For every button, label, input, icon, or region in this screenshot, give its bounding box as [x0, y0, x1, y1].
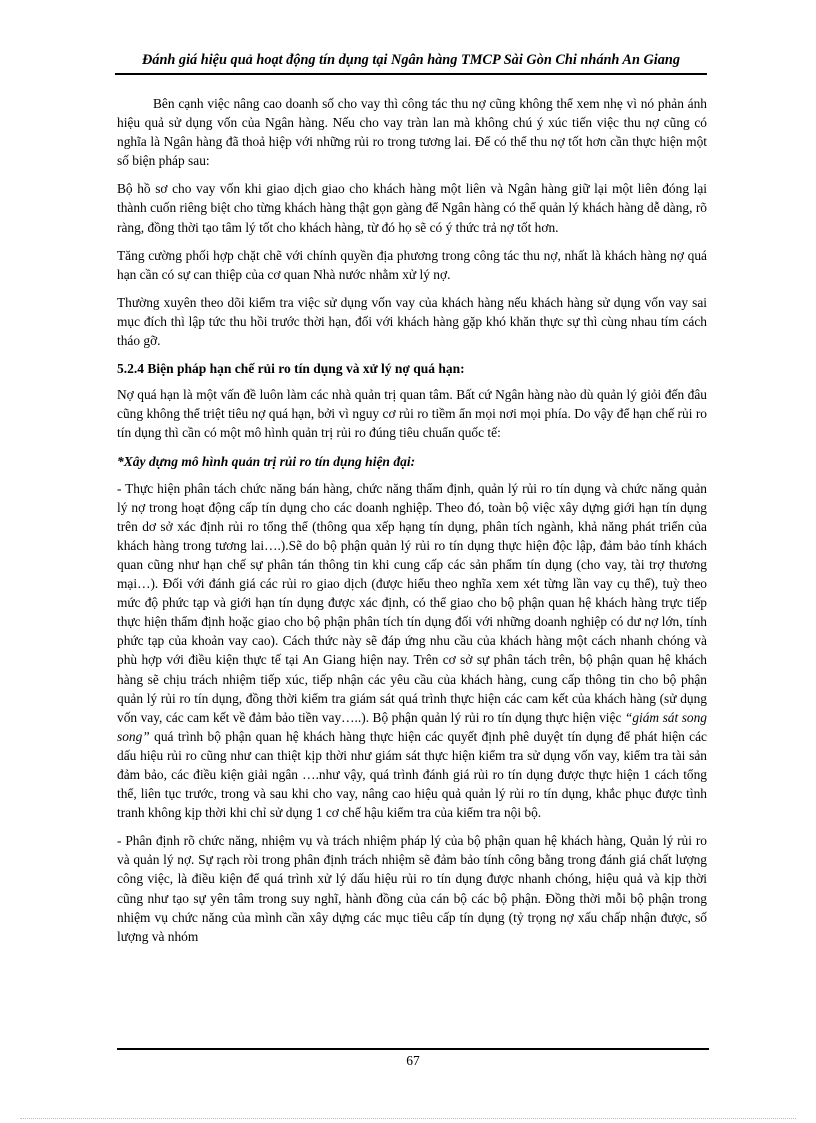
page-edge-dotted-line — [20, 1118, 796, 1119]
paragraph-function-separation — [117, 479, 707, 823]
paragraph-responsibilities: - Phân định rõ chức năng, nhiệm vụ và trách nhiệm pháp lý của bộ phận quan hệ khách hàng, Quản lý rủi ro và quản lý nợ. Sự rạch ròi trong phân định trách nhiệm sẽ đảm bảo tính công bằng trong đánh giá chất lượng công việc, là điều kiện để quá trình xử lý dấu hiệu rủi ro tín dụng được nhanh chóng, hiệu quả và kịp thời cũng như tạo sự yên tâm trong suy nghĩ, hành đồng của cán bộ các bộ phận. Đồng thời mỗi bộ phận trong nhiệm vụ chức năng của mình cần xây dựng các mục tiêu cấp tín dụng (tỷ trọng nợ xấu chấp nhận được, số lượng và nhóm — [117, 833, 707, 944]
document-body — [117, 94, 707, 955]
paragraph-function-separation-part1: - Thực hiện phân tách chức năng bán hàng, chức năng thẩm định, quản lý rủi ro tín dụng và chức năng quản lý nợ trong hoạt động cấp tín dụng cho các doanh nghiệp. Theo đó, toàn bộ việc xây dựng giới hạn tín dụng trên dơ sở xác định rủi ro tổng thể (thông qua xếp hạng tín dụng, phân tích ngành, khả năng phát triển của khách hàng trong tương lai….).Sẽ do bộ phận quản lý rủi ro tín dụng thực hiện độc lập, đảm bảo tính khách quan cũng như hạn chế sự phân tán thông tin khi cung cấp các sản phẩm tín dụng (cho vay, tài trợ thương mại…). Đối với đánh giá các rủi ro giao dịch (được hiểu theo nghĩa xem xét từng lần vay cụ thể), tuỳ theo mức độ phức tạp và giới hạn tín dụng được xác định, có thể giao cho bộ phận quan hệ khách hàng trực tiếp thực hiện thẩm định hoặc giao cho bộ phận phân tích tín dụng đối với những doanh nghiệp có dư nợ lớn, tính phức tạp của khoản vay cao). Cách thức này sẽ đáp ứng nhu cầu của khách hàng một cách nhanh chóng và phù hợp với điều kiện thực tế tại An Giang hiện nay. Trên cơ sở sự phân tách trên, bộ phận quan hệ khách hàng sẽ chịu trách nhiệm tiếp xúc, tiếp nhận các yêu cầu của khách hàng, cung cấp thông tin cho bộ phận quản lý rủi ro tín dụng, đồng thời kiểm tra giám sát quá trình thực hiện các cam kết của khách hàng (sử dụng vốn vay, các cam kết về đảm bảo tiền vay…..). Bộ phận quản lý rủi ro tín dụng thực hiện việc — [117, 480, 707, 725]
parallel-supervision-emphasis: “giám sát song song” — [117, 709, 707, 744]
section-heading: 5.2.4 Biện pháp hạn chế rủi ro tín dụng và xử lý nợ quá hạn: — [117, 361, 465, 377]
page-header-title: Đánh giá hiệu quả hoạt động tín dụng tại Ngân hàng TMCP Sài Gòn Chi nhánh An Giang — [115, 52, 707, 75]
paragraph-monitoring: Thường xuyên theo dõi kiểm tra việc sử dụng vốn vay của khách hàng nếu khách hàng sử dụng vốn vay sai mục đích thì lập tức thu hồi trước thời hạn, đối với khách hàng gặp khó khăn thực sự thì cùng nhau tím cách tháo gỡ. — [117, 294, 707, 349]
page-number: 67 — [406, 1053, 420, 1068]
paragraph-function-separation-part2: quá trình bộ phận quan hệ khách hàng thực hiện các quyết định phê duyệt tín dụng để phát hiện các dấu hiệu rủi ro cũng như can thiệt kịp thời như giám sát thực hiện kiểm tra sử dụng vốn vay, kiểm tra tài sản đảm bảo, các điều kiện giải ngân ….như vậy, quá trình đánh giá rủi ro tín dụng được thực hiện 1 cách tổng thể, liên tục trước, trong và sau khi cho vay, nâng cao hiệu quả quản lý rủi ro tín dụng, khắc phục được tình tranh không kịp thời khi chỉ sử dụng 1 cơ chế hậu kiểm tra của kiểm tra nội bộ. — [117, 728, 707, 821]
paragraph-overdue-debt: Nợ quá hạn là một vấn đề luôn làm các nhà quản trị quan tâm. Bất cứ Ngân hàng nào dù quản lý giỏi đến đâu cũng không thể triệt tiêu nợ quá hạn, bởi vì nguy cơ rủi ro tiềm ẩn mọi nơi mọi phía. Do vậy để hạn chế rủi ro tín dụng thì cần có một mô hình quản trị rủi ro đúng tiêu chuẩn quốc tế: — [117, 387, 707, 441]
subsection-heading: *Xây dựng mô hình quản trị rủi ro tín dụng hiện đại: — [117, 453, 416, 469]
paragraph-loan-file: Bộ hồ sơ cho vay vốn khi giao dịch giao cho khách hàng một liên và Ngân hàng giữ lại một liên đóng lại thành cuốn riêng biệt cho từng khách hàng thật gọn gàng để Ngân hàng có thể quản lý khách hàng dễ dàng, rõ ràng, đồng thời tạo tâm lý tốt cho khách hàng, từ đó họ sẽ có ý thức trả nợ tốt hơn. — [117, 181, 707, 235]
paragraph-debt-collection-intro: Bên cạnh việc nâng cao doanh số cho vay thì công tác thu nợ cũng không thể xem nhẹ vì nó phản ánh hiệu quả sử dụng vốn của Ngân hàng. Nếu cho vay tràn lan mà không chú ý xúc tiến việc thu nợ cũng có nghĩa là Ngân hàng đã thoả hiệp với những rủi ro trong tương lai. Để có thể thu nợ tốt hơn cần thực hiện một số biện pháp sau: — [117, 96, 707, 169]
footer-divider — [117, 1048, 709, 1050]
paragraph-local-authority: Tăng cường phối hợp chặt chẽ với chính quyền địa phương trong công tác thu nợ, nhất là khách hàng nợ quá hạn cần có sự can thiệp của cơ quan Nhà nước nhằm xử lý nợ. — [117, 247, 707, 282]
